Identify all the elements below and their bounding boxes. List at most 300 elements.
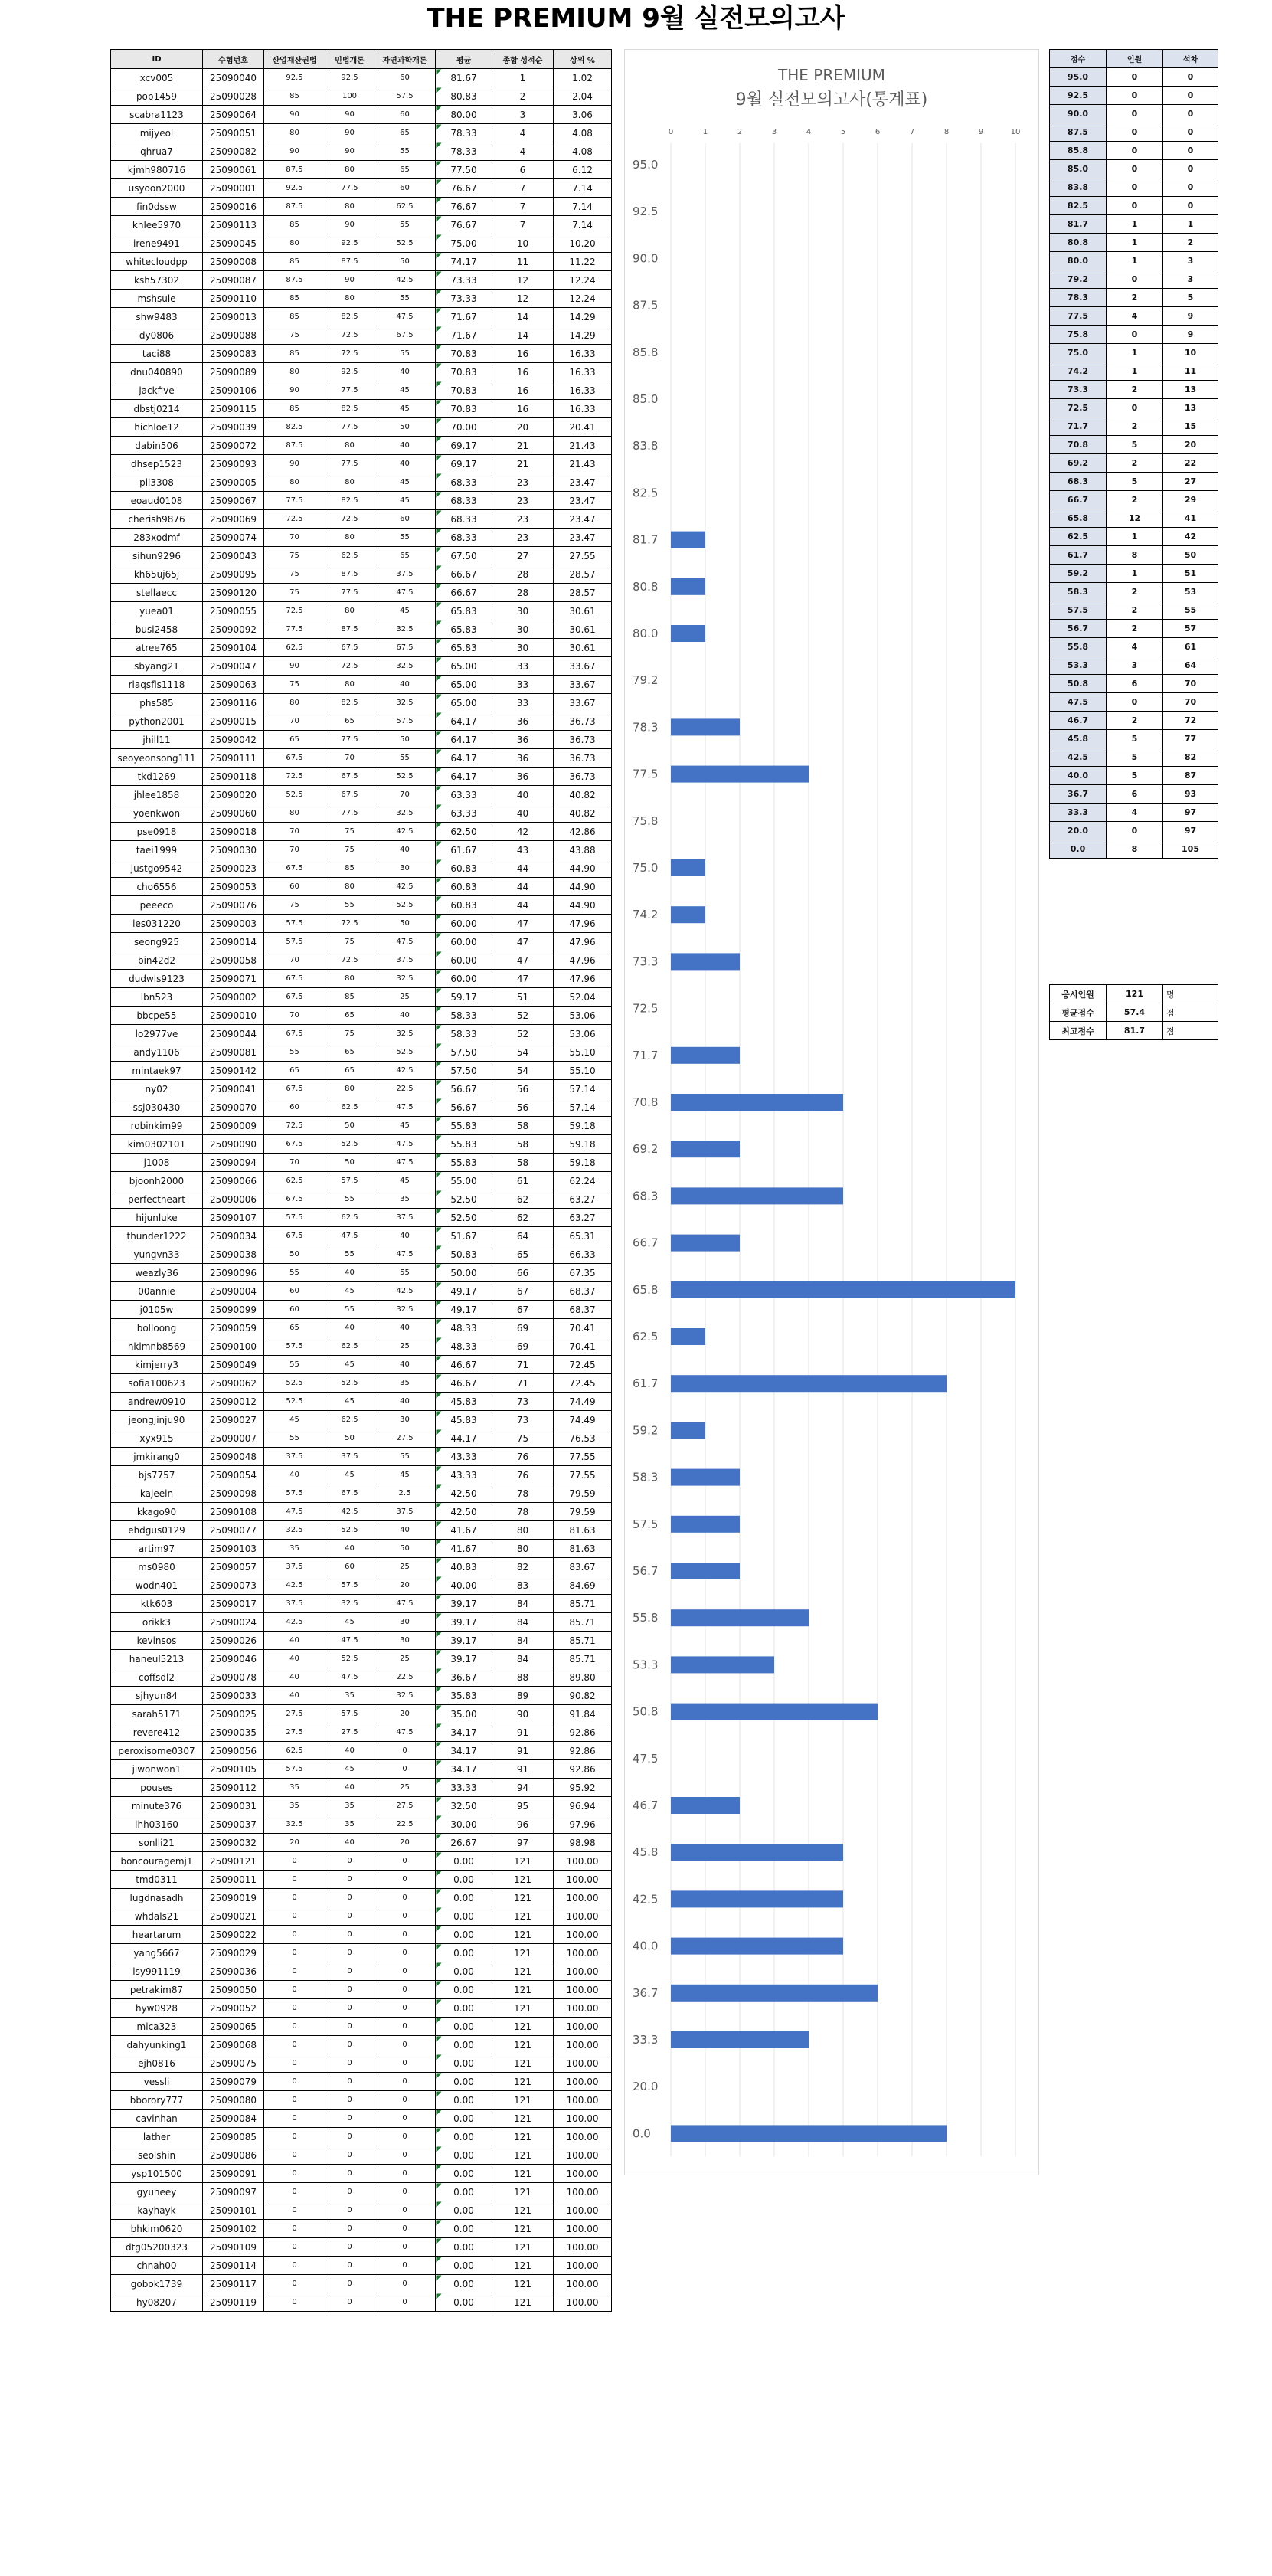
table-row: [111, 1025, 612, 1043]
cell-exam-number: 25090046: [203, 1650, 264, 1668]
x-tick-label: 7: [909, 128, 915, 136]
summary-value: 81.7: [1107, 1022, 1163, 1040]
y-tick-label: 20.0: [633, 2080, 659, 2094]
dist-count: 2: [1107, 381, 1163, 399]
cell-civil-law: 45: [325, 1760, 374, 1779]
cell-rank: 3: [492, 106, 554, 124]
dist-count: 2: [1107, 601, 1163, 620]
table-row: [111, 804, 612, 823]
cell-civil-law: 80: [325, 602, 374, 620]
cell-natural-science: 40: [374, 437, 436, 455]
table-row: [111, 1907, 612, 1926]
cell-id: eoaud0108: [111, 492, 203, 510]
cell-id: lather: [111, 2128, 203, 2146]
dist-row: [1050, 399, 1218, 417]
summary-label: 응시인원: [1050, 985, 1107, 1003]
cell-percentile: 100.00: [554, 2110, 612, 2128]
cell-rank: 75: [492, 1429, 554, 1448]
cell-id: mintaek97: [111, 1062, 203, 1080]
cell-percentile: 100.00: [554, 2293, 612, 2312]
cell-id: whitecloudpp: [111, 253, 203, 271]
cell-exam-number: 25090059: [203, 1319, 264, 1337]
cell-civil-law: 57.5: [325, 1576, 374, 1595]
dist-count: 1: [1107, 565, 1163, 583]
cell-patent-law: 0: [264, 2201, 325, 2220]
cell-id: jmkirang0: [111, 1448, 203, 1466]
bar: [671, 766, 809, 783]
bar: [671, 625, 705, 642]
cell-natural-science: 55: [374, 1264, 436, 1282]
cell-natural-science: 0: [374, 1742, 436, 1760]
y-tick-label: 59.2: [633, 1423, 659, 1438]
cell-exam-number: 25090121: [203, 1852, 264, 1871]
cell-id: seolshin: [111, 2146, 203, 2165]
cell-id: seong925: [111, 933, 203, 951]
cell-exam-number: 25090109: [203, 2238, 264, 2257]
cell-id: dhsep1523: [111, 455, 203, 473]
cell-id: kimjerry3: [111, 1356, 203, 1374]
cell-id: sbyang21: [111, 657, 203, 676]
cell-civil-law: 0: [325, 1962, 374, 1981]
cell-average: 74.17: [436, 253, 492, 271]
cell-exam-number: 25090039: [203, 418, 264, 437]
dist-score: 33.3: [1050, 804, 1107, 822]
table-row: [111, 1154, 612, 1172]
cell-natural-science: 40: [374, 841, 436, 859]
table-row: [111, 326, 612, 345]
cell-average: 34.17: [436, 1760, 492, 1779]
cell-natural-science: 47.5: [374, 1154, 436, 1172]
cell-rank: 36: [492, 749, 554, 768]
cell-rank: 33: [492, 676, 554, 694]
cell-natural-science: 0: [374, 1999, 436, 2018]
cell-average: 58.33: [436, 1007, 492, 1025]
table-row: [111, 988, 612, 1007]
cell-natural-science: 40: [374, 1521, 436, 1540]
results-header-row: [111, 50, 612, 69]
dist-count: 0: [1107, 822, 1163, 840]
cell-patent-law: 60: [264, 1098, 325, 1117]
cell-rank: 7: [492, 216, 554, 234]
cell-natural-science: 40: [374, 1356, 436, 1374]
cell-percentile: 74.49: [554, 1393, 612, 1411]
cell-average: 62.50: [436, 823, 492, 841]
dist-count: 8: [1107, 546, 1163, 565]
cell-civil-law: 90: [325, 124, 374, 142]
cell-patent-law: 0: [264, 1944, 325, 1962]
cell-civil-law: 52.5: [325, 1135, 374, 1154]
cell-patent-law: 57.5: [264, 933, 325, 951]
dist-count: 5: [1107, 730, 1163, 748]
cell-exam-number: 25090040: [203, 69, 264, 87]
cell-exam-number: 25090056: [203, 1742, 264, 1760]
cell-rank: 65: [492, 1245, 554, 1264]
dist-rank: 0: [1163, 142, 1218, 160]
cell-average: 0.00: [436, 1999, 492, 2018]
cell-natural-science: 52.5: [374, 234, 436, 253]
distribution-header-row: [1050, 50, 1218, 68]
cell-id: lo2977ve: [111, 1025, 203, 1043]
cell-exam-number: 25090094: [203, 1154, 264, 1172]
cell-id: peeeco: [111, 896, 203, 915]
dist-row: [1050, 712, 1218, 730]
cell-rank: 121: [492, 2238, 554, 2257]
y-tick-label: 75.0: [633, 861, 659, 875]
dist-score: 82.5: [1050, 197, 1107, 215]
cell-patent-law: 52.5: [264, 1393, 325, 1411]
cell-average: 56.67: [436, 1080, 492, 1098]
cell-patent-law: 40: [264, 1668, 325, 1687]
table-row: [111, 602, 612, 620]
cell-id: ehdgus0129: [111, 1521, 203, 1540]
y-tick-label: 56.7: [633, 1564, 659, 1578]
cell-natural-science: 25: [374, 1779, 436, 1797]
cell-percentile: 100.00: [554, 2201, 612, 2220]
table-row: [111, 142, 612, 161]
cell-percentile: 28.57: [554, 565, 612, 584]
summary-value: 57.4: [1107, 1003, 1163, 1022]
cell-civil-law: 0: [325, 1944, 374, 1962]
dist-row: [1050, 105, 1218, 123]
cell-id: khlee5970: [111, 216, 203, 234]
cell-civil-law: 85: [325, 988, 374, 1007]
bar: [671, 578, 705, 595]
table-row: [111, 933, 612, 951]
cell-average: 0.00: [436, 2257, 492, 2275]
cell-civil-law: 72.5: [325, 510, 374, 529]
table-row: [111, 970, 612, 988]
cell-rank: 56: [492, 1080, 554, 1098]
dist-row: [1050, 234, 1218, 252]
cell-average: 68.33: [436, 529, 492, 547]
y-tick-label: 62.5: [633, 1330, 659, 1344]
cell-civil-law: 82.5: [325, 694, 374, 712]
y-tick-label: 81.7: [633, 532, 659, 547]
cell-natural-science: 42.5: [374, 823, 436, 841]
cell-rank: 61: [492, 1172, 554, 1190]
cell-id: bin42d2: [111, 951, 203, 970]
dist-rank: 93: [1163, 785, 1218, 804]
cell-civil-law: 55: [325, 1301, 374, 1319]
table-row: [111, 1282, 612, 1301]
cell-percentile: 59.18: [554, 1154, 612, 1172]
dist-count: 0: [1107, 178, 1163, 197]
cell-exam-number: 25090079: [203, 2073, 264, 2091]
bar: [671, 1422, 705, 1439]
table-row: [111, 1190, 612, 1209]
cell-average: 42.50: [436, 1484, 492, 1503]
cell-percentile: 12.24: [554, 290, 612, 308]
cell-rank: 121: [492, 2257, 554, 2275]
cell-patent-law: 75: [264, 676, 325, 694]
dist-count: 3: [1107, 656, 1163, 675]
cell-natural-science: 25: [374, 1650, 436, 1668]
y-tick-label: 85.8: [633, 345, 659, 359]
dist-rank: 20: [1163, 436, 1218, 454]
dist-count: 0: [1107, 123, 1163, 142]
cell-rank: 40: [492, 804, 554, 823]
cell-exam-number: 25090084: [203, 2110, 264, 2128]
dist-score: 78.3: [1050, 289, 1107, 307]
y-tick-label: 47.5: [633, 1751, 659, 1766]
cell-natural-science: 35: [374, 1374, 436, 1393]
dist-score: 85.0: [1050, 160, 1107, 178]
cell-civil-law: 0: [325, 1981, 374, 1999]
cell-natural-science: 22.5: [374, 1668, 436, 1687]
cell-id: jackfive: [111, 381, 203, 400]
cell-natural-science: 60: [374, 69, 436, 87]
cell-average: 81.67: [436, 69, 492, 87]
cell-natural-science: 35: [374, 1190, 436, 1209]
dist-row: [1050, 436, 1218, 454]
cell-id: pouses: [111, 1779, 203, 1797]
dist-count: 0: [1107, 105, 1163, 123]
cell-percentile: 79.59: [554, 1503, 612, 1521]
dist-rank: 70: [1163, 693, 1218, 712]
cell-civil-law: 87.5: [325, 253, 374, 271]
table-row: [111, 1871, 612, 1889]
cell-natural-science: 0: [374, 2018, 436, 2036]
cell-id: bolloong: [111, 1319, 203, 1337]
cell-patent-law: 72.5: [264, 1117, 325, 1135]
cell-natural-science: 0: [374, 2146, 436, 2165]
cell-rank: 2: [492, 87, 554, 106]
cell-exam-number: 25090001: [203, 179, 264, 198]
cell-exam-number: 25090082: [203, 142, 264, 161]
cell-percentile: 68.37: [554, 1301, 612, 1319]
cell-rank: 121: [492, 2165, 554, 2183]
cell-natural-science: 45: [374, 492, 436, 510]
dist-rank: 13: [1163, 381, 1218, 399]
header-natural-science: 자연과학개론: [374, 50, 436, 69]
table-row: [111, 1337, 612, 1356]
dist-rank: 29: [1163, 491, 1218, 509]
table-row: [111, 1852, 612, 1871]
cell-rank: 96: [492, 1815, 554, 1834]
cell-average: 34.17: [436, 1723, 492, 1742]
table-row: [111, 2238, 612, 2257]
bar: [671, 1281, 1015, 1298]
dist-row: [1050, 675, 1218, 693]
table-row: [111, 216, 612, 234]
cell-id: ssj030430: [111, 1098, 203, 1117]
cell-exam-number: 25090032: [203, 1834, 264, 1852]
cell-civil-law: 0: [325, 2220, 374, 2238]
cell-exam-number: 25090073: [203, 1576, 264, 1595]
dist-score: 62.5: [1050, 528, 1107, 546]
bar: [671, 1797, 740, 1814]
table-row: [111, 1687, 612, 1705]
cell-rank: 121: [492, 1981, 554, 1999]
bar: [671, 718, 740, 735]
cell-average: 50.00: [436, 1264, 492, 1282]
bar: [671, 2125, 947, 2142]
dist-row: [1050, 565, 1218, 583]
dist-rank: 87: [1163, 767, 1218, 785]
dist-score: 80.0: [1050, 252, 1107, 270]
table-row: [111, 1779, 612, 1797]
cell-civil-law: 85: [325, 859, 374, 878]
cell-rank: 73: [492, 1393, 554, 1411]
cell-percentile: 100.00: [554, 1926, 612, 1944]
dist-row: [1050, 197, 1218, 215]
cell-average: 76.67: [436, 179, 492, 198]
cell-percentile: 85.71: [554, 1650, 612, 1668]
table-row: [111, 179, 612, 198]
dist-row: [1050, 215, 1218, 234]
cell-patent-law: 0: [264, 1981, 325, 1999]
cell-percentile: 6.12: [554, 161, 612, 179]
table-row: [111, 2128, 612, 2146]
table-row: [111, 381, 612, 400]
cell-exam-number: 25090090: [203, 1135, 264, 1154]
cell-natural-science: 0: [374, 1852, 436, 1871]
table-row: [111, 1815, 612, 1834]
cell-civil-law: 77.5: [325, 418, 374, 437]
cell-civil-law: 75: [325, 1025, 374, 1043]
cell-rank: 84: [492, 1595, 554, 1613]
cell-natural-science: 0: [374, 2128, 436, 2146]
cell-natural-science: 27.5: [374, 1429, 436, 1448]
cell-average: 0.00: [436, 2110, 492, 2128]
cell-civil-law: 0: [325, 2110, 374, 2128]
cell-civil-law: 82.5: [325, 308, 374, 326]
cell-rank: 16: [492, 381, 554, 400]
cell-rank: 47: [492, 951, 554, 970]
cell-natural-science: 27.5: [374, 1797, 436, 1815]
table-row: [111, 859, 612, 878]
dist-row: [1050, 270, 1218, 289]
cell-rank: 84: [492, 1613, 554, 1632]
cell-exam-number: 25090043: [203, 547, 264, 565]
dist-score: 75.0: [1050, 344, 1107, 362]
dist-score: 80.8: [1050, 234, 1107, 252]
cell-id: rlaqsfls1118: [111, 676, 203, 694]
dist-rank: 70: [1163, 675, 1218, 693]
cell-percentile: 91.84: [554, 1705, 612, 1723]
cell-percentile: 85.71: [554, 1595, 612, 1613]
cell-average: 0.00: [436, 2018, 492, 2036]
dist-count: 12: [1107, 509, 1163, 528]
cell-percentile: 33.67: [554, 694, 612, 712]
y-tick-label: 79.2: [633, 673, 659, 688]
cell-exam-number: 25090114: [203, 2257, 264, 2275]
table-row: [111, 1429, 612, 1448]
y-tick-label: 69.2: [633, 1142, 659, 1157]
dist-rank: 15: [1163, 417, 1218, 436]
cell-percentile: 85.71: [554, 1632, 612, 1650]
cell-percentile: 30.61: [554, 620, 612, 639]
dist-score: 73.3: [1050, 381, 1107, 399]
cell-average: 65.00: [436, 676, 492, 694]
table-row: [111, 1962, 612, 1981]
cell-natural-science: 47.5: [374, 1135, 436, 1154]
x-tick-label: 2: [737, 128, 743, 136]
cell-average: 73.33: [436, 290, 492, 308]
cell-id: kjmh980716: [111, 161, 203, 179]
table-row: [111, 1650, 612, 1668]
cell-percentile: 100.00: [554, 2146, 612, 2165]
cell-percentile: 4.08: [554, 124, 612, 142]
table-row: [111, 1521, 612, 1540]
cell-patent-law: 35: [264, 1540, 325, 1558]
cell-percentile: 100.00: [554, 2128, 612, 2146]
table-row: [111, 1705, 612, 1723]
cell-percentile: 63.27: [554, 1190, 612, 1209]
cell-exam-number: 25090028: [203, 87, 264, 106]
cell-exam-number: 25090034: [203, 1227, 264, 1245]
cell-exam-number: 25090086: [203, 2146, 264, 2165]
cell-percentile: 16.33: [554, 363, 612, 381]
cell-patent-law: 77.5: [264, 620, 325, 639]
y-tick-label: 70.8: [633, 1095, 659, 1109]
cell-exam-number: 25090080: [203, 2091, 264, 2110]
cell-rank: 23: [492, 473, 554, 492]
table-row: [111, 951, 612, 970]
cell-civil-law: 45: [325, 1393, 374, 1411]
cell-id: kkago90: [111, 1503, 203, 1521]
cell-patent-law: 40: [264, 1466, 325, 1484]
cell-rank: 16: [492, 400, 554, 418]
cell-rank: 10: [492, 234, 554, 253]
cell-rank: 40: [492, 786, 554, 804]
cell-natural-science: 40: [374, 1007, 436, 1025]
cell-exam-number: 25090049: [203, 1356, 264, 1374]
cell-natural-science: 60: [374, 510, 436, 529]
dist-rank: 97: [1163, 822, 1218, 840]
cell-id: cho6556: [111, 878, 203, 896]
cell-patent-law: 85: [264, 216, 325, 234]
summary-unit: 점: [1163, 1003, 1218, 1022]
cell-patent-law: 80: [264, 473, 325, 492]
table-row: [111, 2091, 612, 2110]
cell-average: 66.67: [436, 565, 492, 584]
cell-rank: 16: [492, 345, 554, 363]
dist-row: [1050, 178, 1218, 197]
cell-natural-science: 62.5: [374, 198, 436, 216]
chart-subtitle: 9월 실전모의고사(통계표): [735, 90, 928, 110]
summary-table: [1049, 984, 1218, 1040]
cell-exam-number: 25090052: [203, 1999, 264, 2018]
cell-average: 0.00: [436, 1852, 492, 1871]
cell-civil-law: 92.5: [325, 234, 374, 253]
cell-rank: 80: [492, 1540, 554, 1558]
header-id: ID: [111, 50, 203, 69]
dist-rank: 0: [1163, 123, 1218, 142]
cell-percentile: 98.98: [554, 1834, 612, 1852]
dist-row: [1050, 730, 1218, 748]
cell-average: 35.00: [436, 1705, 492, 1723]
cell-patent-law: 87.5: [264, 198, 325, 216]
dist-score: 47.5: [1050, 693, 1107, 712]
cell-percentile: 47.96: [554, 970, 612, 988]
cell-patent-law: 67.5: [264, 1025, 325, 1043]
cell-id: dudwls9123: [111, 970, 203, 988]
cell-average: 43.33: [436, 1466, 492, 1484]
cell-percentile: 68.37: [554, 1282, 612, 1301]
cell-percentile: 72.45: [554, 1374, 612, 1393]
cell-rank: 44: [492, 896, 554, 915]
cell-average: 61.67: [436, 841, 492, 859]
dist-score: 42.5: [1050, 748, 1107, 767]
dist-count: 5: [1107, 473, 1163, 491]
cell-rank: 89: [492, 1687, 554, 1705]
cell-exam-number: 25090045: [203, 234, 264, 253]
table-row: [111, 1981, 612, 1999]
cell-percentile: 57.14: [554, 1080, 612, 1098]
cell-percentile: 100.00: [554, 2257, 612, 2275]
cell-natural-science: 32.5: [374, 1025, 436, 1043]
